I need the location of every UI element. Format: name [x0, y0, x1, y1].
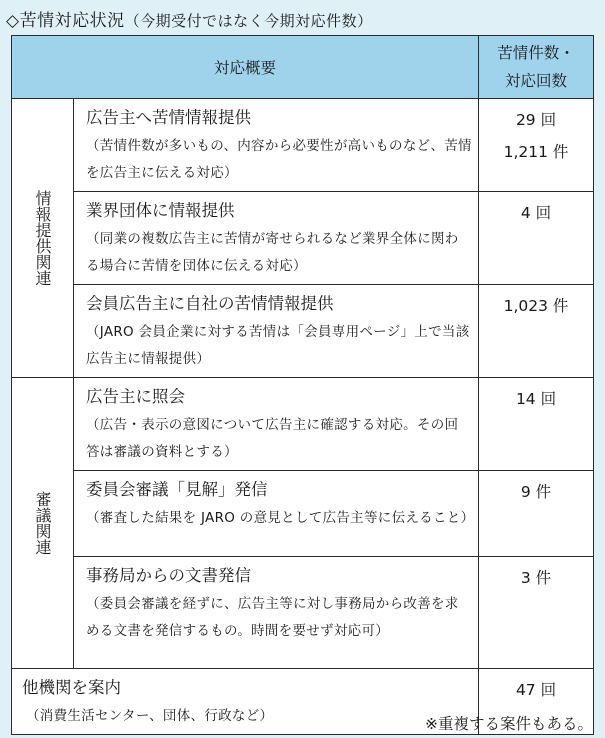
table-row — [12, 285, 594, 378]
header-count — [479, 36, 594, 99]
row-overview — [74, 557, 479, 669]
row-overview — [12, 669, 479, 735]
group-label-info: 情報提供関連 — [12, 99, 74, 378]
table-row — [12, 471, 594, 557]
row-description: （JARO 会員企業に対する苦情は「会員専用ページ」上で当該広告主に情報提供） — [86, 324, 470, 367]
row-count-value: 3 件 — [520, 569, 552, 587]
row-count — [479, 557, 594, 669]
title-subtitle: （今期受付ではなく今期対応件数） — [124, 12, 373, 30]
row-count-value-secondary: 1,211 件 — [503, 143, 569, 161]
row-description: （苦情件数が多いもの、内容から必要性が高いものなど、苦情を広告主に伝える対応） — [86, 138, 472, 181]
row-overview — [74, 192, 479, 285]
row-description: （消費生活センター、団体、行政など） — [26, 708, 274, 724]
group-label-review: 審議関連 — [12, 378, 74, 669]
header-count-line2: 対応回数 — [505, 72, 568, 90]
table-header-row — [12, 36, 594, 99]
row-count — [479, 285, 594, 378]
row-title: 委員会審議「見解」発信 — [86, 480, 268, 499]
footnote: ※重複する案件もある。 — [425, 715, 593, 733]
title-main: ◇苦情対応状況 — [6, 11, 125, 31]
row-count — [479, 378, 594, 471]
row-count-value: 1,023 件 — [503, 297, 569, 315]
row-title: 他機関を案内 — [22, 678, 121, 697]
row-count — [479, 192, 594, 285]
row-count-value: 9 件 — [520, 483, 552, 501]
row-title: 広告主へ苦情情報提供 — [86, 108, 251, 127]
table-row — [12, 99, 594, 192]
header-overview: 対応概要 — [12, 36, 479, 99]
header-count-line1: 苦情件数・ — [497, 44, 575, 62]
row-overview — [74, 471, 479, 557]
row-count — [479, 99, 594, 192]
page-title — [6, 6, 373, 31]
row-overview — [74, 378, 479, 471]
row-title: 会員広告主に自社の苦情情報提供 — [86, 294, 334, 313]
row-description: （広告・表示の意図について広告主に確認する対応。その回答は審議の資料とする） — [86, 417, 459, 460]
complaint-table — [11, 35, 594, 735]
row-description: （委員会審議を経ずに、広告主等に対し事務局から改善を求める文書を発信するもの。時間を要せず対応可） — [86, 596, 459, 639]
table-row — [12, 378, 594, 471]
row-overview — [74, 99, 479, 192]
row-count-value: 47 回 — [515, 681, 557, 699]
row-count — [479, 471, 594, 557]
table-row — [12, 557, 594, 669]
row-description: （同業の複数広告主に苦情が寄せられるなど業界全体に関わる場合に苦情を団体に伝える対応） — [86, 231, 459, 274]
table-row — [12, 192, 594, 285]
row-count-value: 29 回 — [515, 111, 557, 129]
row-description: （審査した結果を JARO の意見として広告主等に伝えること） — [86, 510, 475, 526]
row-title: 広告主に照会 — [86, 387, 185, 406]
row-title: 事務局からの文書発信 — [86, 566, 251, 585]
row-title: 業界団体に情報提供 — [86, 201, 235, 220]
row-count-value: 4 回 — [520, 204, 552, 222]
row-overview — [74, 285, 479, 378]
row-count-value: 14 回 — [515, 390, 557, 408]
